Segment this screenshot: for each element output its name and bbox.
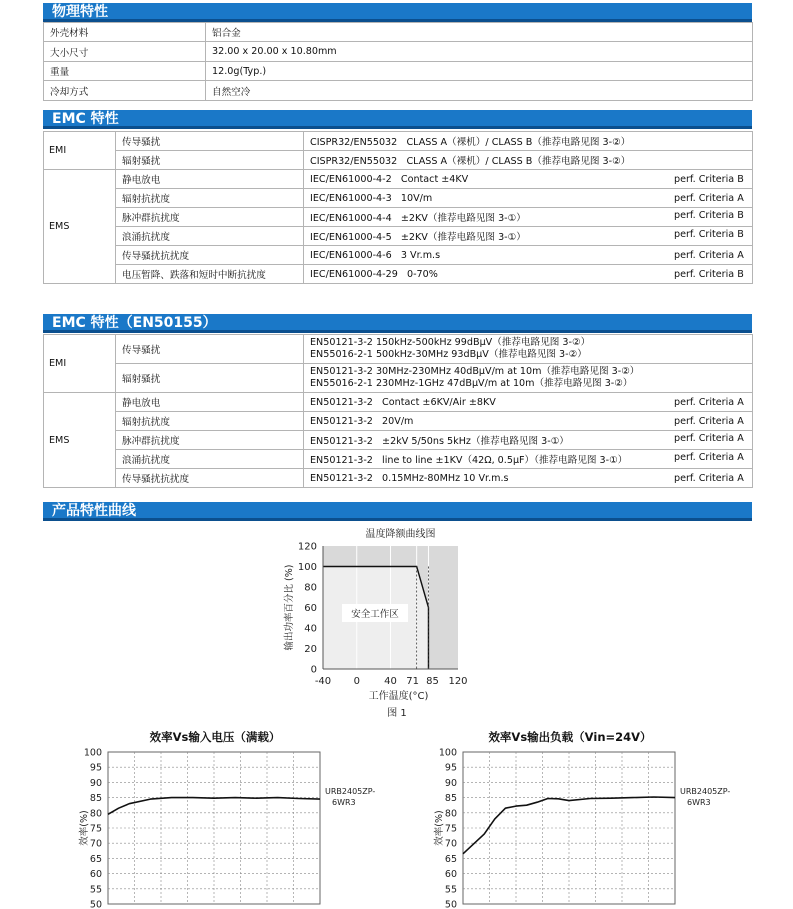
row-item: 辐射抗扰度 [116,189,304,208]
y-tick-label: 80 [444,808,457,820]
table-row [44,412,753,431]
physical-table [43,22,753,101]
row-item: 辐射骚扰 [116,151,304,170]
x-tick-label: 120 [448,676,468,687]
row-detail [304,393,753,412]
table-row [44,364,753,393]
y-tick-label: 70 [89,838,102,850]
row-label: 重量 [44,62,206,81]
row-std: IEC/EN61000-4-2 [310,173,392,185]
row-criteria: perf. Criteria A [674,415,744,427]
row-criteria: perf. Criteria A [674,472,744,484]
x-tick-label: 40 [384,676,397,687]
row-item: 静电放电 [116,170,304,189]
y-axis-label: 效率(%) [434,810,445,846]
row-spec: ±2kV 5/50ns 5kHz（推荐电路见图 3-①） [382,436,569,447]
row-detail [304,170,753,189]
row-detail [304,246,753,265]
row-item: 浪涌抗扰度 [116,227,304,246]
x-axis-label: 工作温度(°C) [368,691,429,702]
y-tick-label: 20 [304,644,317,655]
row-criteria: perf. Criteria A [674,192,744,204]
row-item: 浪涌抗扰度 [116,450,304,469]
curves-section-header [43,502,752,521]
table-row [44,62,753,81]
row-detail [304,189,753,208]
y-tick-label: 80 [304,582,317,594]
legend-label: 6WR3 [332,798,356,807]
row-detail [304,265,753,284]
y-tick-label: 55 [89,884,102,896]
row-std: IEC/EN61000-4-5 [310,232,392,243]
table-row [44,42,753,62]
row-line: EN55016-2-1 230MHz-1GHz 47dBµV/m at 10m（推荐电路见图 3-②） [310,378,633,389]
y-axis-label: 效率(%) [79,810,90,846]
y-tick-label: 70 [444,838,457,850]
emc-section-header [43,110,752,129]
row-std: EN50121-3-2 [310,396,373,408]
row-value: 32.00 x 20.00 x 10.80mm [206,42,753,62]
efficiency-vs-input-chart [75,728,395,909]
table-row [44,246,753,265]
row-label: 外壳材料 [44,23,206,42]
row-detail [304,151,753,170]
row-value: 自然空冷 [206,81,753,101]
emi-group-label: EMI [44,335,116,393]
row-spec: line to line ±1KV（42Ω, 0.5µF）（推荐电路见图 3-①） [382,455,628,466]
row-std: CISPR32/EN55032 [310,137,398,148]
row-detail [304,364,753,393]
x-tick-label: 85 [426,676,439,687]
row-value: 铝合金 [206,23,753,42]
row-spec: 0.15MHz-80MHz 10 Vr.m.s [382,472,509,484]
row-std: EN50121-3-2 [310,436,373,447]
row-item: 脉冲群抗扰度 [116,431,304,450]
row-item: 传导骚扰抗扰度 [116,469,304,488]
row-detail [304,469,753,488]
x-tick-label: -40 [314,676,332,687]
emi-group-label: EMI [44,132,116,170]
x-tick-label: 0 [353,676,360,687]
table-row [44,81,753,101]
row-detail [304,431,753,450]
curves-section-title: 产品特性曲线 [52,503,136,519]
row-detail [304,132,753,151]
row-value: 12.0g(Typ.) [206,62,753,81]
row-spec: CLASS A（裸机）/ CLASS B（推荐电路见图 3-②） [406,156,631,167]
table-row [44,170,753,189]
table-row [44,469,753,488]
y-tick-label: 95 [444,762,457,774]
physical-section-title: 物理特性 [52,4,108,20]
row-std: IEC/EN61000-4-29 [310,268,398,280]
y-tick-label: 60 [444,869,457,881]
y-tick-label: 65 [89,853,102,865]
y-tick-label: 75 [89,823,102,835]
chart-title: 效率Vs输出负载（Vin=24V） [488,730,652,744]
figure-caption: 图 1 [387,708,407,719]
table-row [44,450,753,469]
row-spec: Contact ±6KV/Air ±8KV [382,396,496,408]
row-item: 传导骚扰抗扰度 [116,246,304,265]
row-criteria: perf. Criteria A [674,249,744,261]
emc50155-section-header [43,314,752,333]
y-tick-label: 50 [89,899,102,909]
row-spec: CLASS A（裸机）/ CLASS B（推荐电路见图 3-②） [406,137,631,148]
physical-section-header [43,3,752,22]
row-criteria: perf. Criteria B [674,268,744,280]
emc50155-table [43,334,753,488]
row-std: EN50121-3-2 [310,472,373,484]
row-item: 辐射抗扰度 [116,412,304,431]
table-row [44,393,753,412]
emc-section-title: EMC 特性 [52,111,119,127]
y-tick-label: 60 [89,869,102,881]
row-std: EN50121-3-2 [310,455,373,466]
table-row [44,335,753,364]
row-item: 辐射骚扰 [116,364,304,393]
y-tick-label: 75 [444,823,457,835]
legend-label: URB2405ZP- [680,787,731,796]
y-tick-label: 85 [89,793,102,805]
row-spec: 10V/m [400,192,433,204]
row-criteria: perf. Criteria A [674,452,744,463]
row-spec: 0-70% [406,268,438,280]
row-detail [304,412,753,431]
row-std: IEC/EN61000-4-6 [310,249,392,261]
chart-title: 温度降额曲线图 [365,529,436,540]
row-detail [304,450,753,469]
y-tick-label: 100 [297,562,317,573]
row-std: EN50121-3-2 [310,415,373,427]
table-row [44,265,753,284]
row-line: EN50121-3-2 150kHz-500kHz 99dBµV（推荐电路见图 3-②） [310,337,591,348]
table-row [44,208,753,227]
emc-table [43,131,753,284]
row-criteria: perf. Criteria B [674,210,744,221]
legend-label: 6WR3 [687,798,711,807]
row-criteria: perf. Criteria A [674,396,744,408]
y-tick-label: 50 [444,899,457,909]
emc50155-section-title: EMC 特性（EN50155） [52,315,217,331]
row-label: 大小尺寸 [44,42,206,62]
row-detail [304,208,753,227]
ems-group-label: EMS [44,393,116,488]
row-std: IEC/EN61000-4-4 [310,213,392,224]
y-tick-label: 90 [444,777,457,789]
row-line: EN55016-2-1 500kHz-30MHz 93dBµV（推荐电路见图 3-②） [310,349,587,360]
legend-label: URB2405ZP- [325,787,376,796]
row-item: 静电放电 [116,393,304,412]
table-row [44,431,753,450]
chart-title: 效率Vs输入电压（满载） [149,730,281,744]
y-tick-label: 100 [83,747,102,759]
derating-chart [270,524,540,724]
row-criteria: perf. Criteria A [674,433,744,444]
y-tick-label: 0 [310,664,317,676]
y-tick-label: 40 [304,623,317,635]
y-tick-label: 100 [438,747,457,759]
row-spec: ±2KV（推荐电路见图 3-①） [400,232,526,243]
row-std: CISPR32/EN55032 [310,156,398,167]
row-line: EN50121-3-2 30MHz-230MHz 40dBµV/m at 10m（推荐电路见图 3-②） [310,366,640,377]
row-label: 冷却方式 [44,81,206,101]
x-tick-label: 71 [406,676,420,687]
row-item: 电压暂降、跌落和短时中断抗扰度 [116,265,304,284]
row-item: 脉冲群抗扰度 [116,208,304,227]
row-criteria: perf. Criteria B [674,173,744,185]
row-criteria: perf. Criteria B [674,229,744,240]
row-item: 传导骚扰 [116,132,304,151]
y-tick-label: 85 [444,793,457,805]
y-tick-label: 90 [89,777,102,789]
table-row [44,132,753,151]
table-row [44,189,753,208]
row-spec: Contact ±4KV [400,173,469,185]
table-row [44,23,753,42]
y-tick-label: 95 [89,762,102,774]
row-std: IEC/EN61000-4-3 [310,192,392,204]
ems-group-label: EMS [44,170,116,284]
efficiency-vs-load-chart [430,728,750,909]
annotation-label: 安全工作区 [351,609,399,620]
y-tick-label: 65 [444,853,457,865]
y-tick-label: 120 [297,541,317,553]
row-spec: ±2KV（推荐电路见图 3-①） [400,213,526,224]
row-spec: 3 Vr.m.s [400,249,441,261]
y-tick-label: 60 [304,603,317,614]
y-tick-label: 55 [444,884,457,896]
row-item: 传导骚扰 [116,335,304,364]
row-detail [304,227,753,246]
table-row [44,227,753,246]
y-tick-label: 80 [89,808,102,820]
row-spec: 20V/m [382,415,414,427]
y-axis-label: 输出功率百分比 (%) [284,564,295,651]
table-row [44,151,753,170]
row-detail [304,335,753,364]
